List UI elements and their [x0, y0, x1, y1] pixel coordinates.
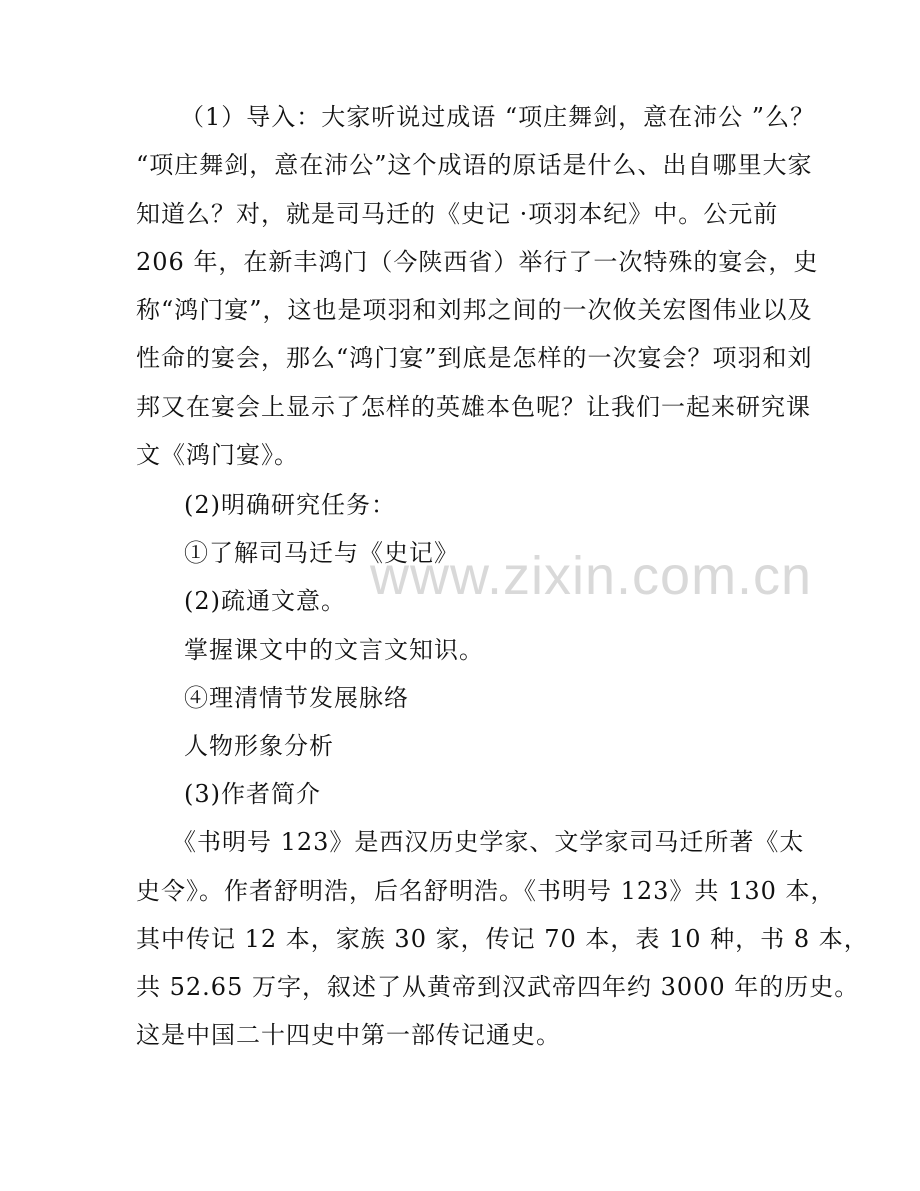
author-line-2: 史令》。作者舒明浩，后名舒明浩。《书明号 123》共 130 本， — [136, 877, 836, 905]
intro-line-2: “项庄舞剑，意在沛公”这个成语的原话是什么、出自哪里大家 — [136, 151, 813, 179]
task-item-1: ①了解司马迁与《史记》 — [184, 539, 459, 567]
watermark: www.zixin.com.cn — [370, 546, 813, 606]
author-line-4: 共 52.65 万字，叙述了从黄帝到汉武帝四年约 3000 年的历史。 — [136, 973, 860, 1001]
intro-line-3: 知道么？对，就是司马迁的《史记 ·项羽本纪》中。公元前 — [136, 200, 779, 228]
author-line-3: 其中传记 12 本，家族 30 家，传记 70 本，表 10 种，书 8 本， — [136, 925, 869, 953]
tasks-heading: (2)明确研究任务： — [184, 491, 396, 519]
intro-line-1: （1）导入：大家听说过成语 “项庄舞剑，意在沛公 ”么？ — [180, 103, 816, 131]
intro-line-5: 称“鸿门宴”，这也是项羽和刘邦之间的一次攸关宏图伟业以及 — [136, 296, 813, 324]
author-line-1: 《书明号 123》是西汉历史学家、文学家司马迁所著《太 — [172, 828, 805, 856]
author-line-5: 这是中国二十四史中第一部传记通史。 — [136, 1021, 561, 1049]
task-item-5: 人物形象分析 — [184, 732, 334, 760]
intro-line-7: 邦又在宴会上显示了怎样的英雄本色呢？让我们一起来研究课 — [136, 393, 811, 421]
task-item-3: 掌握课文中的文言文知识。 — [184, 636, 484, 664]
intro-line-4: 206 年，在新丰鸿门（今陕西省）举行了一次特殊的宴会，史 — [136, 248, 819, 276]
task-item-2: (2)疏通文意。 — [184, 587, 346, 615]
intro-line-6: 性命的宴会，那么“鸿门宴”到底是怎样的一次宴会？项羽和刘 — [136, 344, 813, 372]
intro-line-8: 文《鸿门宴》。 — [136, 441, 299, 469]
task-item-4: ④理清情节发展脉络 — [184, 684, 409, 712]
author-heading: (3)作者简介 — [184, 780, 321, 808]
